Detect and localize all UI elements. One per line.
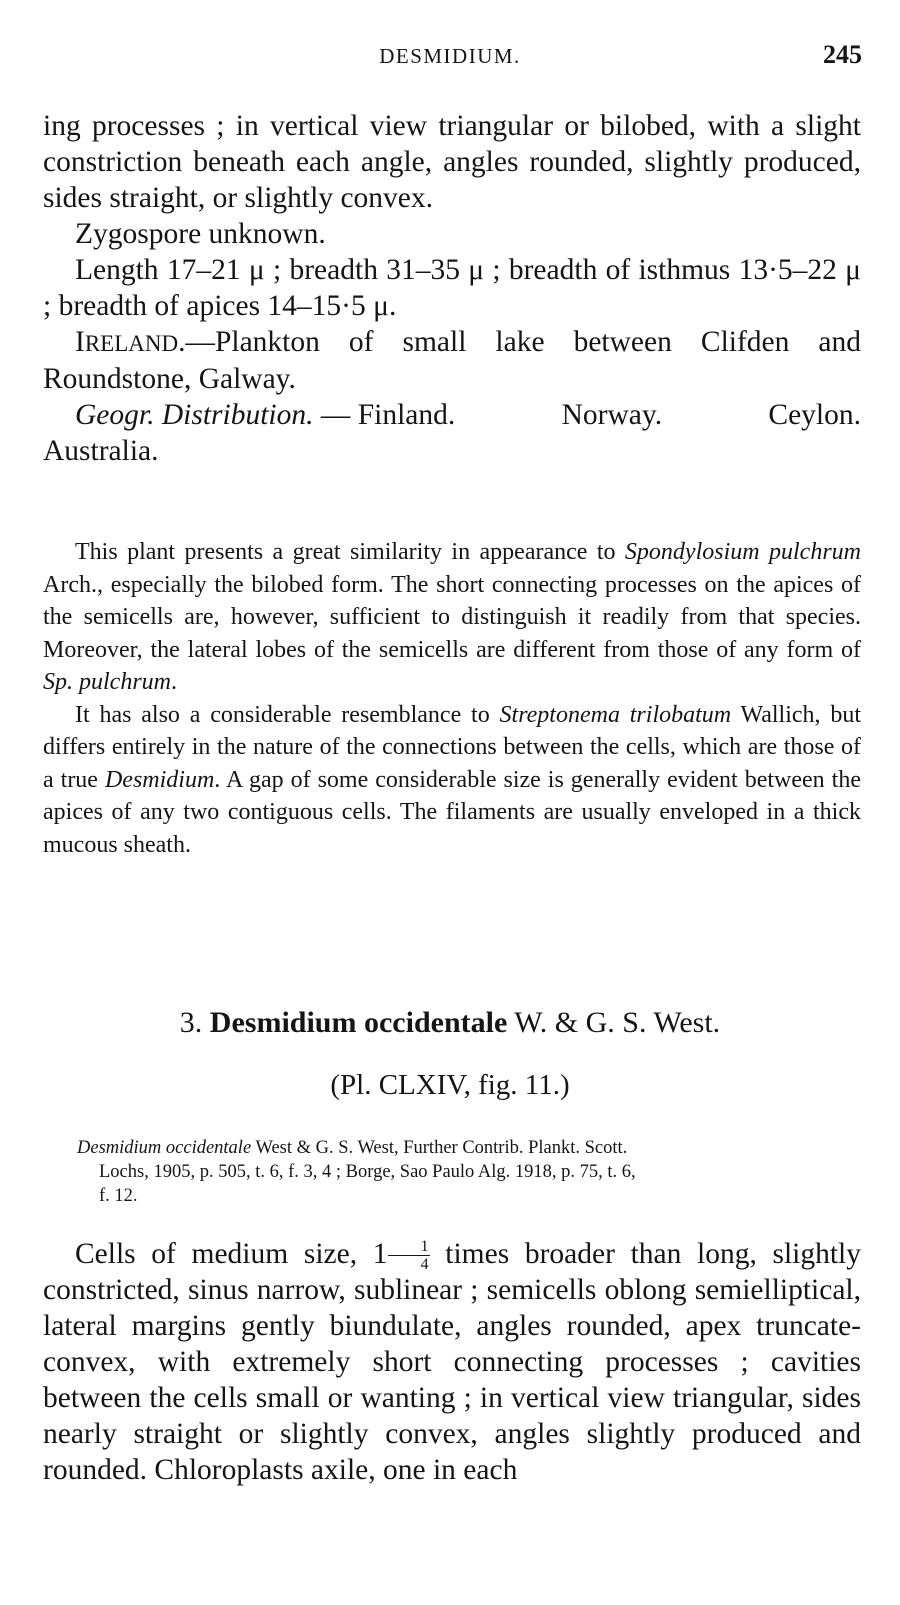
distribution-label: Geogr. Distribution. xyxy=(75,399,314,431)
page-number: 245 xyxy=(823,40,862,69)
species-number: 3. xyxy=(179,1006,203,1039)
running-title: DESMIDIUM. xyxy=(379,44,521,68)
note-text: It has also a considerable resemblance to xyxy=(75,701,500,728)
literature-references xyxy=(77,1136,863,1208)
fraction-denominator: 4 xyxy=(420,1254,429,1273)
ireland-text: .—Plankton of small lake between Clifden and Roundstone, Galway. xyxy=(43,326,861,395)
note-text: Arch., especially the bilobed form. The short connecting processes on the apices of the semicells are, however, sufficient to distinguish it readily from that species. Moreover, the lateral lobes of the semicells are different from those of any form of xyxy=(43,571,861,663)
distribution-place: Ceylon. xyxy=(768,399,861,431)
ireland-label-rest: RELAND xyxy=(84,330,179,356)
species-heading-name: Desmidium occidentale xyxy=(209,1006,508,1039)
ireland-label-first: I xyxy=(75,326,85,358)
reference-line xyxy=(77,1136,863,1160)
reference-line: Lochs, 1905, p. 505, t. 6, f. 3, 4 ; Borge, Sao Paulo Alg. 1918, p. 75, t. 6, xyxy=(99,1162,636,1182)
ireland-locality xyxy=(43,324,861,397)
reference-line: f. 12. xyxy=(99,1186,138,1206)
reference-species: Desmidium occidentale xyxy=(77,1138,252,1158)
species-heading xyxy=(0,1006,900,1040)
description-continued xyxy=(43,108,861,469)
note-text: . xyxy=(171,669,177,695)
species-name: Desmidium xyxy=(104,766,215,793)
measurements: Length 17–21 μ ; breadth 31–35 μ ; breadth of isthmus 13·5–22 μ ; breadth of apices 14–15·5 μ. xyxy=(43,254,861,322)
reference-text: West & G. S. West, Further Contrib. Plankt. Scott. xyxy=(251,1138,628,1158)
species-author: W. & G. S. West. xyxy=(514,1006,721,1039)
species-name: Spondylosium pulchrum xyxy=(624,539,861,565)
description-text: Cells of medium size, 1 xyxy=(75,1238,388,1270)
description-text: times broader than long, slightly constricted, sinus narrow, sublinear ; semicells oblong semielliptical, lateral margins gently biundulate, angles rounded, apex truncate-convex, with extremely short connecting processes ; cavities between the cells small or wanting ; in vertical view triangular, sides nearly straight or slightly convex, angles slightly produced and rounded. Chloroplasts axile, one in each xyxy=(43,1238,861,1486)
distribution-place: Norway. xyxy=(561,399,663,431)
plate-reference: (Pl. CLXIV, fig. 11.) xyxy=(330,1069,570,1101)
species-name: Sp. pulchrum xyxy=(43,669,171,695)
note-text: . A gap of some considerable size is generally evident between the apices of any two contiguous cells. The filaments are usually enveloped in a thick mucous sheath. xyxy=(43,766,861,858)
distribution-line xyxy=(43,397,861,433)
species-name: Streptonema trilobatum xyxy=(499,701,732,728)
note-paragraph xyxy=(43,536,861,699)
note-text: Wallich, but differs entirely in the nature of the connections between the cells, which are those of a true xyxy=(43,701,862,793)
note-text: This plant presents a great similarity in appearance to xyxy=(75,539,625,565)
note-paragraph xyxy=(43,699,861,862)
description-paragraph xyxy=(43,1236,861,1488)
species-description xyxy=(43,1236,861,1488)
zygospore-note: Zygospore unknown. xyxy=(75,218,326,250)
distribution-place: Australia. xyxy=(43,435,159,467)
distribution-place: — Finland. xyxy=(320,399,456,431)
fraction-numerator: 1 xyxy=(388,1238,430,1255)
fraction xyxy=(388,1238,430,1271)
desc-paragraph: ing processes ; in vertical view triangular or bilobed, with a slight constriction beneath each angle, angles rounded, slightly produced, sides straight, or slightly convex. xyxy=(43,110,861,214)
notes xyxy=(43,536,861,861)
